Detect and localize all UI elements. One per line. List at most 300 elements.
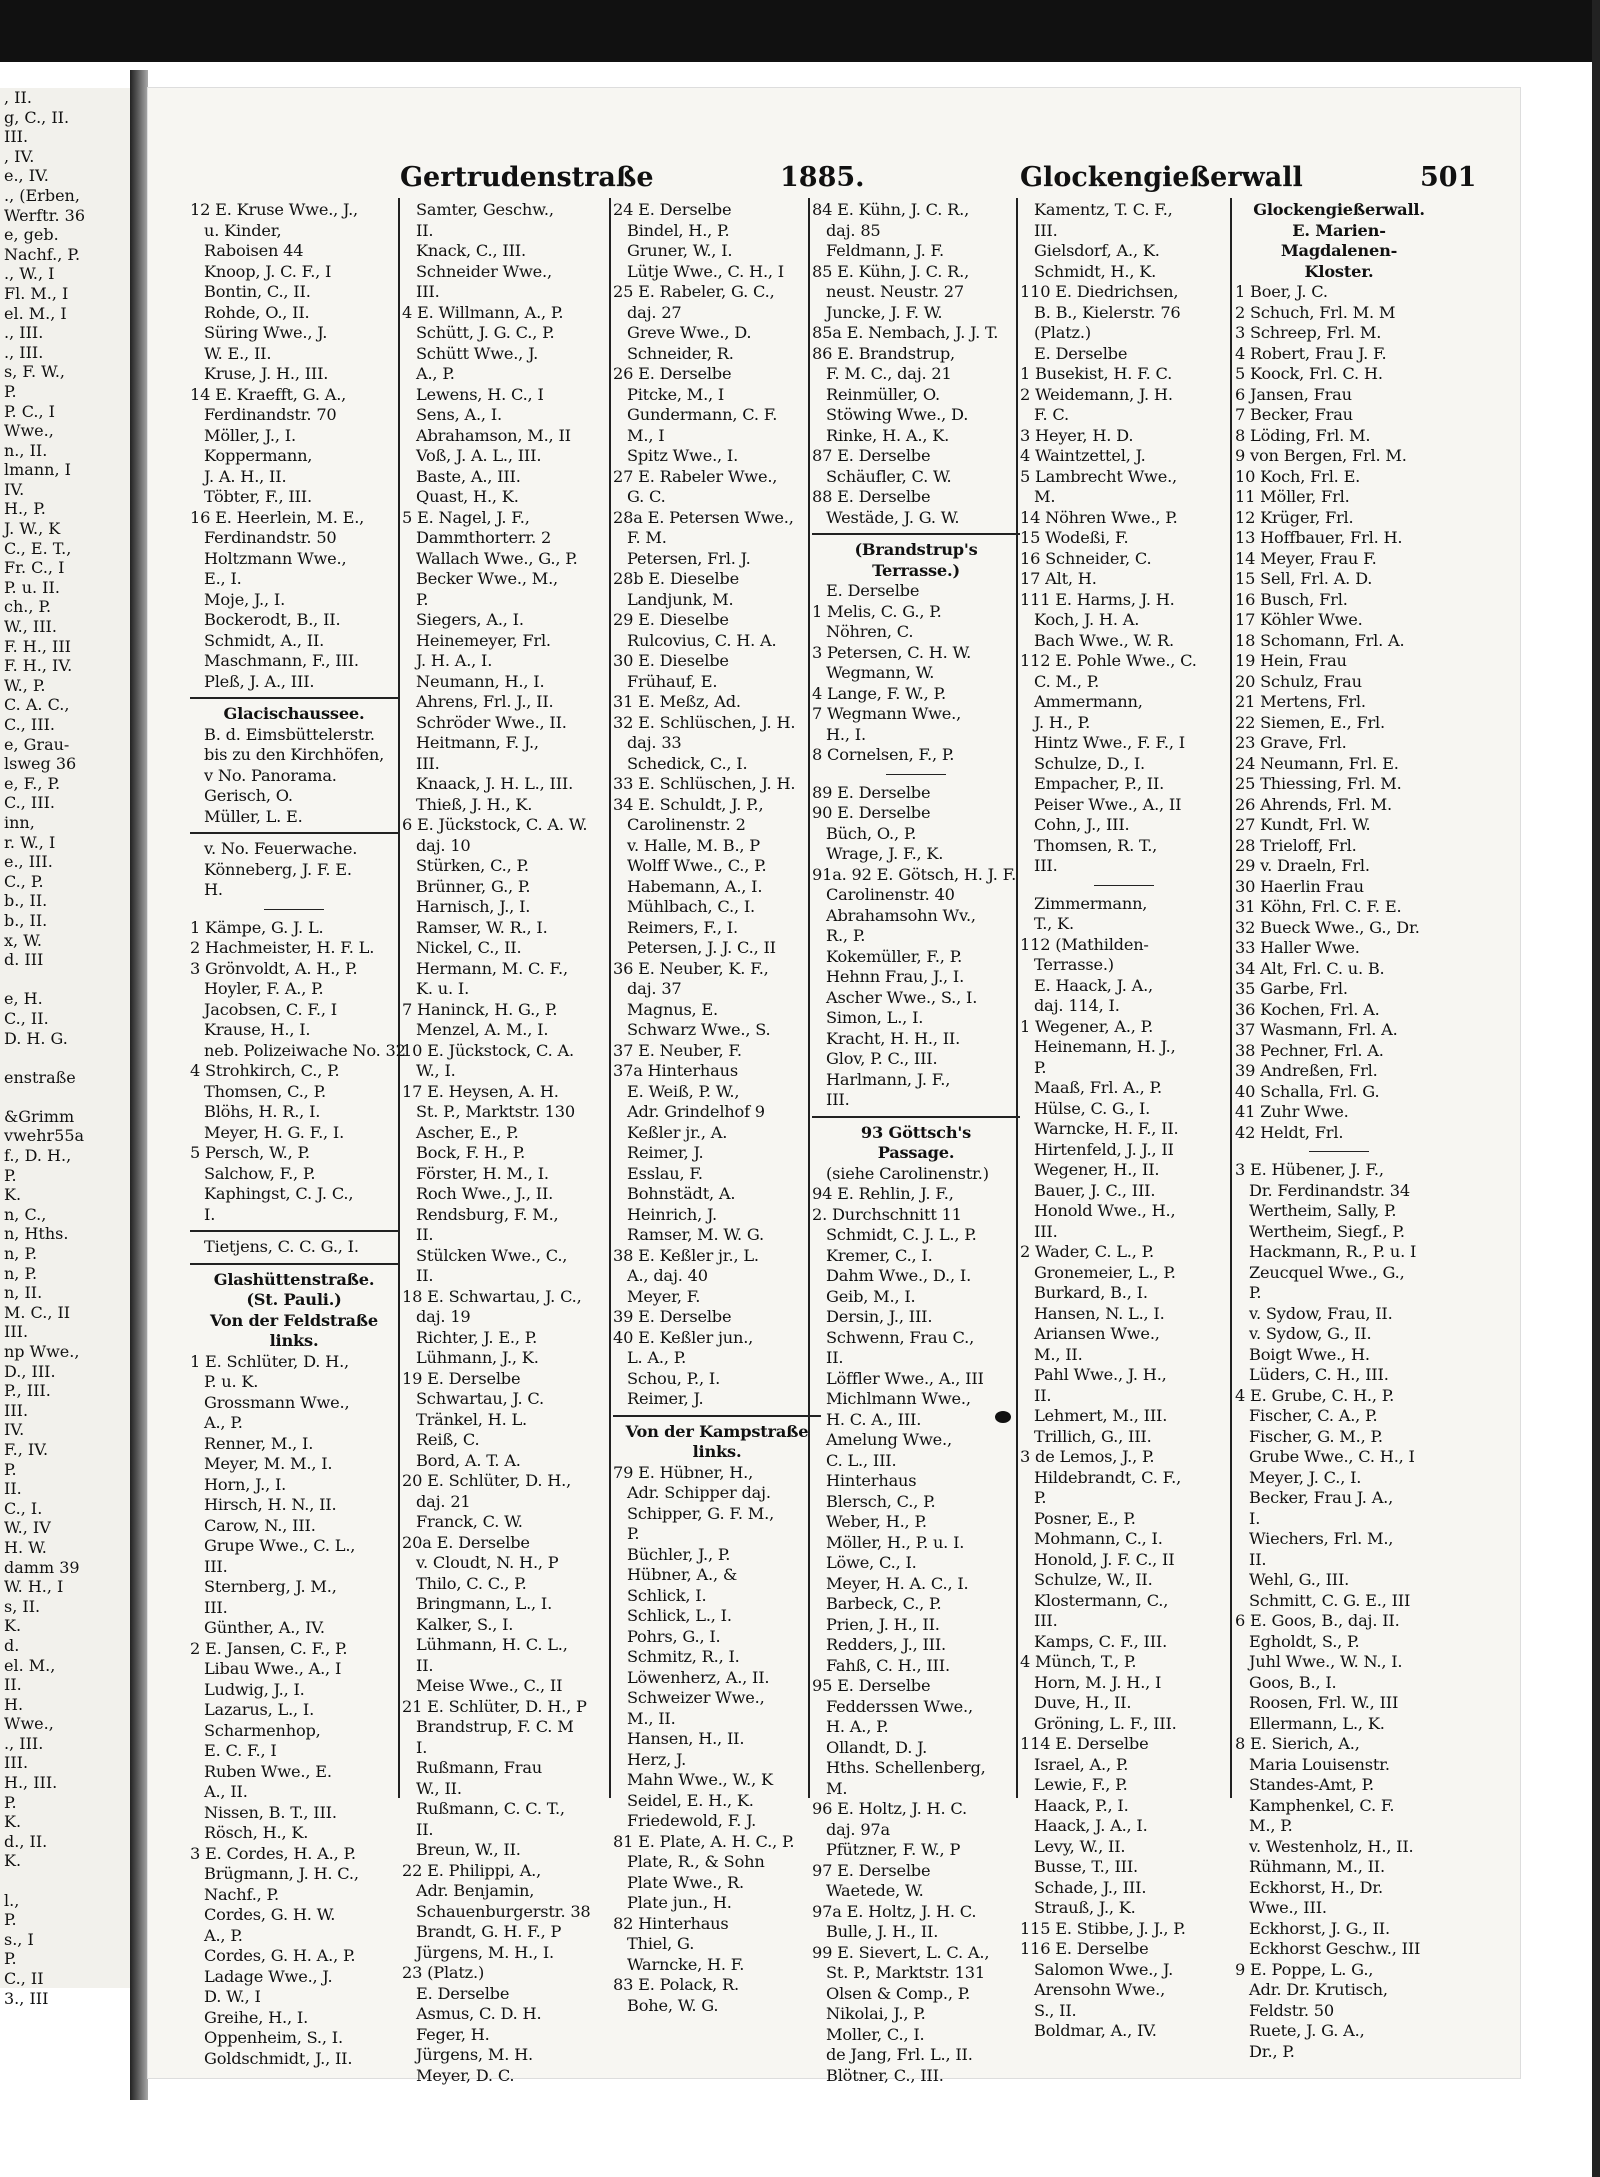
directory-entry: 5 Persch, W., P.: [190, 1143, 310, 1162]
directory-entry: III.: [1034, 856, 1058, 875]
directory-entry: Schwenn, Frau C.,: [826, 1327, 975, 1347]
section-heading: Magdalenen-: [1280, 241, 1398, 260]
left-page-line: e., IV.: [4, 166, 49, 186]
directory-entry: Jürgens, M. H.: [416, 2045, 533, 2064]
directory-entry: 32 Bueck Wwe., G., Dr.: [1235, 917, 1420, 937]
directory-entry: 3 Petersen, C. H. W.: [812, 642, 972, 662]
directory-entry: F. C.: [1034, 405, 1069, 424]
directory-entry: daj. 85: [826, 220, 881, 240]
left-page-line: s, II.: [4, 1596, 41, 1616]
directory-entry: II.: [416, 220, 434, 240]
left-page-line: np Wwe.,: [4, 1342, 80, 1361]
directory-entry: Weber, H., P.: [826, 1512, 927, 1531]
section-heading: links.: [692, 1442, 742, 1461]
directory-entry: 3 Heyer, H. D.: [1020, 425, 1134, 445]
directory-entry: 20a E. Derselbe: [402, 1532, 530, 1552]
directory-entry: Standes-Amt, P.: [1249, 1775, 1374, 1794]
directory-entry: Reimer, J.: [627, 1143, 704, 1162]
directory-entry: 38 Pechner, Frl. A.: [1235, 1040, 1384, 1060]
directory-entry: 29 v. Draeln, Frl.: [1235, 856, 1370, 875]
directory-entry: Eckhorst, J. G., II.: [1249, 1918, 1390, 1938]
directory-entry: Stürken, C., P.: [416, 856, 529, 875]
directory-entry: Abrahamsohn Wv.,: [826, 905, 976, 925]
directory-entry: 2 Wader, C. L., P.: [1020, 1242, 1154, 1261]
directory-entry: Jacobsen, C. F., I: [204, 999, 337, 1019]
left-page-line: s., I: [4, 1929, 34, 1949]
left-page-line: n, P.: [4, 1263, 38, 1283]
directory-entry: Rühmann, M., II.: [1249, 1857, 1385, 1876]
directory-entry: Pohrs, G., I.: [627, 1626, 721, 1646]
directory-entry: Schade, J., III.: [1034, 1877, 1147, 1897]
directory-entry: daj. 33: [627, 733, 682, 752]
directory-entry: Bockerodt, B., II.: [204, 610, 341, 629]
directory-entry: Plate, R., & Sohn: [627, 1852, 765, 1871]
directory-entry: 10 E. Jückstock, C. A.: [402, 1040, 574, 1060]
directory-entry: 3 E. Hübener, J. F.,: [1235, 1160, 1384, 1179]
directory-entry: 12 Krüger, Frl.: [1235, 507, 1354, 527]
directory-entry: Meyer, J. C., I.: [1249, 1467, 1362, 1487]
directory-entry: 22 Siemen, E., Frl.: [1235, 712, 1385, 732]
directory-entry: L. A., P.: [627, 1348, 687, 1367]
left-page-line: s, F. W.,: [4, 362, 65, 382]
directory-entry: III.: [416, 282, 440, 301]
directory-entry: 99 E. Sievert, L. C. A.,: [812, 1942, 990, 1962]
directory-entry: Lehmert, M., III.: [1034, 1406, 1168, 1425]
section-rule: [190, 697, 398, 699]
directory-entry: Warncke, H. F., II.: [1034, 1119, 1179, 1138]
directory-entry: E. C. F., I: [204, 1741, 277, 1760]
section-separator: [264, 909, 324, 910]
directory-entry: Boldmar, A., IV.: [1034, 2021, 1157, 2040]
directory-entry: III.: [204, 1556, 228, 1576]
directory-entry: Esslau, F.: [627, 1163, 703, 1183]
directory-entry: II.: [416, 1266, 434, 1285]
directory-entry: 5 E. Nagel, J. F.,: [402, 507, 530, 527]
left-page-line: e, F., P.: [4, 773, 61, 793]
directory-entry: 2 Weidemann, J. H.: [1020, 384, 1173, 404]
directory-entry: III.: [826, 1090, 850, 1109]
directory-entry: Becker, Frau J. A.,: [1249, 1488, 1394, 1507]
directory-entry: Ramser, W. R., I.: [416, 917, 548, 937]
directory-entry: Harnisch, J., I.: [416, 897, 531, 916]
left-page-line: P.: [4, 1459, 17, 1479]
directory-entry: 14 Nöhren Wwe., P.: [1020, 507, 1178, 527]
directory-entry: Roosen, Frl. W., III: [1249, 1693, 1399, 1712]
directory-entry: Oppenheim, S., I.: [204, 2028, 343, 2047]
directory-entry: Goos, B., I.: [1249, 1672, 1337, 1692]
directory-entry: Tränkel, H. L.: [416, 1409, 527, 1429]
directory-entry: Rendsburg, F. M.,: [416, 1204, 559, 1224]
directory-entry: Raboisen 44: [204, 241, 304, 260]
directory-entry: 3 Grönvoldt, A. H., P.: [190, 958, 358, 978]
directory-entry: Meyer, H. A. C., I.: [826, 1573, 969, 1593]
directory-entry: Thomsen, R. T.,: [1034, 835, 1158, 855]
header-street-left: Gertrudenstraße: [400, 162, 654, 193]
directory-entry: III.: [416, 753, 440, 773]
directory-entry: Schmitz, R., I.: [627, 1647, 740, 1666]
directory-entry: Warncke, H. F.: [627, 1954, 745, 1974]
left-page-line: P. u. II.: [4, 577, 60, 597]
directory-entry: daj. 21: [416, 1491, 471, 1511]
directory-entry: 39 E. Derselbe: [613, 1307, 732, 1326]
directory-entry: Rinke, H. A., K.: [826, 425, 950, 445]
directory-entry: 15 Sell, Frl. A. D.: [1235, 569, 1373, 588]
directory-entry: Abrahamson, M., II: [416, 425, 571, 445]
directory-entry: P.: [1034, 1057, 1047, 1077]
directory-entry: A., II.: [204, 1782, 248, 1801]
directory-entry: Habemann, A., I.: [627, 876, 763, 896]
left-page-line: &Grimm: [4, 1106, 75, 1126]
left-page-line: lmann, I: [4, 460, 71, 480]
directory-entry: Juhl Wwe., W. N., I.: [1249, 1652, 1403, 1671]
directory-entry: Lewie, F., P.: [1034, 1775, 1128, 1794]
directory-entry: 111 E. Harms, J. H.: [1020, 589, 1175, 609]
directory-entry: 41 Zuhr Wwe.: [1235, 1102, 1349, 1121]
directory-entry: Richter, J. E., P.: [416, 1327, 538, 1347]
directory-entry: Koppermann,: [204, 446, 313, 465]
directory-entry: 90 E. Derselbe: [812, 803, 931, 822]
left-page-line: el. M.,: [4, 1655, 56, 1675]
directory-entry: Löffler Wwe., A., III: [826, 1368, 984, 1388]
directory-entry: Ladage Wwe., J.: [204, 1966, 333, 1986]
directory-entry: 84 E. Kühn, J. C. R.,: [812, 200, 970, 219]
directory-entry: Olsen & Comp., P.: [826, 1983, 971, 2003]
directory-entry: Haack, P., I.: [1034, 1795, 1129, 1815]
directory-entry: Ruben Wwe., E.: [204, 1761, 332, 1781]
directory-entry: Hinterhaus: [826, 1471, 917, 1490]
left-page-line: H.: [4, 1694, 24, 1714]
directory-entry: Ollandt, D. J.: [826, 1737, 928, 1757]
directory-entry: B. d. Eimsbüttelerstr.: [204, 724, 375, 744]
directory-entry: Eckhorst Geschw., III: [1249, 1939, 1421, 1958]
directory-entry: Bach Wwe., W. R.: [1034, 630, 1174, 650]
directory-entry: 4 E. Willmann, A., P.: [402, 302, 564, 322]
directory-column-4: [812, 200, 1020, 2085]
directory-entry: Bulle, J. H., II.: [826, 1922, 939, 1941]
directory-entry: II.: [826, 1348, 844, 1367]
directory-entry: 24 Neumann, Frl. E.: [1235, 753, 1399, 773]
section-heading: (St. Pauli.): [246, 1290, 342, 1309]
directory-entry: Cordes, G. H. W.: [204, 1905, 336, 1924]
directory-entry: Löwenherz, A., II.: [627, 1667, 770, 1687]
directory-entry: Pfützner, F. W., P: [826, 1840, 961, 1859]
directory-entry: 26 E. Derselbe: [613, 364, 732, 383]
directory-entry: C. M., P.: [1034, 671, 1100, 691]
directory-entry: Löwe, C., I.: [826, 1553, 917, 1572]
directory-entry: Müller, L. E.: [204, 806, 303, 826]
directory-entry: J. A. H., II.: [204, 466, 287, 486]
directory-entry: Büch, O., P.: [826, 823, 917, 843]
directory-entry: 16 Schneider, C.: [1020, 548, 1152, 568]
directory-entry: Hths. Schellenberg,: [826, 1758, 986, 1777]
directory-entry: Sternberg, J. M.,: [204, 1577, 337, 1596]
directory-entry: B. B., Kielerstr. 76: [1034, 302, 1181, 322]
directory-entry: Egholdt, S., P.: [1249, 1631, 1360, 1651]
directory-entry: Grossmann Wwe.,: [204, 1392, 350, 1412]
directory-entry: Nikolai, J., P.: [826, 2004, 926, 2023]
directory-entry: Ferdinandstr. 50: [204, 528, 337, 547]
directory-entry: Greihe, H., I.: [204, 2007, 309, 2027]
directory-entry: Gerisch, O.: [204, 786, 293, 805]
directory-entry: Gundermann, C. F.: [627, 405, 778, 424]
directory-entry: 3 Schreep, Frl. M.: [1235, 323, 1382, 342]
directory-entry: Knoop, J. C. F., I: [204, 261, 332, 281]
section-heading: Glacischaussee.: [223, 704, 365, 723]
directory-entry: Süring Wwe., J.: [204, 323, 328, 342]
directory-entry: 1 Kämpe, G. J. L.: [190, 917, 324, 937]
directory-entry: Busse, T., III.: [1034, 1857, 1138, 1876]
directory-entry: II.: [1249, 1549, 1267, 1569]
directory-entry: F. M. C., daj. 21: [826, 364, 952, 383]
directory-entry: 7 Wegmann Wwe.,: [812, 704, 962, 723]
directory-entry: Hehnn Frau, J., I.: [826, 967, 965, 986]
directory-entry: 87 E. Derselbe: [812, 446, 931, 465]
section-rule: [812, 533, 1020, 535]
directory-entry: E. Derselbe: [416, 1983, 510, 2003]
left-page-line: [0, 1048, 130, 1068]
directory-entry: 15 Wodeßi, F.: [1020, 528, 1129, 547]
directory-entry: Rulcovius, C. H. A.: [627, 630, 777, 650]
left-page-line: ., (Erben,: [4, 185, 80, 205]
directory-entry: Günther, A., IV.: [204, 1618, 325, 1637]
left-page-line: ., W., I: [4, 264, 55, 284]
directory-entry: 5 Koock, Frl. C. H.: [1235, 364, 1383, 383]
directory-entry: Nickel, C., II.: [416, 938, 522, 957]
directory-entry: Wolff Wwe., C., P.: [627, 856, 767, 875]
directory-entry: 116 E. Derselbe: [1020, 1939, 1149, 1958]
left-page-line: Fl. M., I: [4, 283, 69, 303]
directory-entry: Schäufler, C. W.: [826, 466, 952, 486]
directory-entry: 1 E. Schlüter, D. H.,: [190, 1351, 349, 1371]
directory-entry: Schedick, C., I.: [627, 753, 748, 773]
left-page-line: J. W., K: [4, 519, 61, 539]
directory-entry: 8 Cornelsen, F., P.: [812, 745, 955, 764]
section-rule: [190, 832, 398, 834]
directory-entry: Waetede, W.: [826, 1881, 924, 1900]
directory-entry: 20 E. Schlüter, D. H.,: [402, 1471, 572, 1490]
directory-entry: 6 Jansen, Frau: [1235, 384, 1352, 404]
left-page-line: Wwe.,: [4, 421, 54, 441]
section-heading: 93 Göttsch's: [860, 1122, 972, 1142]
left-page-line: F., IV.: [4, 1439, 49, 1459]
directory-entry: Töbter, F., III.: [204, 487, 312, 506]
left-page-line: [0, 1871, 130, 1891]
directory-entry: III.: [204, 1597, 228, 1617]
left-page-line: H., III.: [4, 1773, 58, 1793]
directory-entry: Peiser Wwe., A., II: [1034, 794, 1182, 814]
directory-entry: 17 Köhler Wwe.: [1235, 610, 1363, 629]
directory-entry: Schmidt, C. J. L., P.: [826, 1225, 977, 1244]
directory-entry: Kruse, J. H., III.: [204, 364, 329, 383]
directory-entry: Tietjens, C. C. G., I.: [204, 1237, 359, 1256]
left-page-line: b., II.: [4, 910, 48, 930]
directory-entry: Gronemeier, L., P.: [1034, 1262, 1176, 1282]
directory-entry: 6 E. Jückstock, C. A. W.: [402, 815, 588, 834]
directory-entry: Breun, W., II.: [416, 1840, 521, 1859]
scanner-frame-right: [1592, 0, 1600, 2177]
directory-entry: Landjunk, M.: [627, 589, 734, 609]
directory-entry: Schwarz Wwe., S.: [627, 1020, 771, 1039]
directory-entry: 11 Möller, Frl.: [1235, 487, 1350, 506]
directory-entry: Israel, A., P.: [1034, 1754, 1129, 1774]
left-page-line: ., III.: [4, 1733, 44, 1753]
directory-entry: Wrage, J. F., K.: [826, 844, 944, 863]
directory-entry: Wegener, H., II.: [1034, 1160, 1160, 1179]
left-page-line: M. C., II: [4, 1302, 71, 1322]
section-heading: Von der Feldstraße: [209, 1310, 379, 1330]
directory-entry: 16 E. Heerlein, M. E.,: [190, 507, 365, 527]
directory-entry: Adr. Schipper daj.: [627, 1483, 771, 1502]
directory-entry: 34 Alt, Frl. C. u. B.: [1235, 958, 1385, 978]
directory-entry: 114 E. Derselbe: [1020, 1734, 1149, 1753]
directory-entry: 4 Münch, T., P.: [1020, 1652, 1137, 1671]
directory-entry: E. Weiß, P. W.,: [627, 1081, 740, 1101]
section-heading: Glockengießerwall.: [1253, 200, 1425, 219]
directory-entry: E. Derselbe: [826, 581, 920, 600]
directory-entry: Fischer, C. A., P.: [1249, 1406, 1378, 1425]
directory-entry: Schulze, D., I.: [1034, 753, 1145, 773]
directory-entry: 112 E. Pohle Wwe., C.: [1020, 651, 1197, 670]
directory-entry: T., K.: [1034, 914, 1074, 933]
directory-entry: Goldschmidt, J., II.: [204, 2048, 353, 2068]
directory-entry: 8 Löding, Frl. M.: [1235, 425, 1371, 445]
directory-entry: 24 E. Derselbe: [613, 200, 732, 219]
left-page-line: III.: [4, 1322, 29, 1342]
left-page-line: C., III.: [4, 793, 55, 813]
directory-entry: III.: [1034, 1611, 1058, 1630]
section-heading: Von der Kampstraße: [625, 1421, 809, 1441]
directory-entry: Simon, L., I.: [826, 1008, 924, 1027]
directory-entry: 37 Wasmann, Frl. A.: [1235, 1020, 1398, 1039]
directory-entry: Holtzmann Wwe.,: [204, 548, 347, 568]
directory-entry: Friedewold, F. J.: [627, 1811, 757, 1830]
directory-entry: Thiel, G.: [627, 1934, 695, 1953]
directory-entry: Bohnstädt, A.: [627, 1184, 736, 1203]
directory-entry: 28a E. Petersen Wwe.,: [613, 507, 794, 527]
directory-entry: Arensohn Wwe.,: [1034, 1980, 1166, 1999]
directory-entry: daj. 114, I.: [1034, 996, 1120, 1015]
section-rule: [812, 1116, 1020, 1118]
directory-entry: Dahm Wwe., D., I.: [826, 1266, 972, 1285]
directory-entry: Lazarus, L., I.: [204, 1700, 315, 1719]
directory-entry: Hoyler, F. A., P.: [204, 979, 324, 998]
directory-entry: Samter, Geschw.,: [416, 200, 554, 219]
left-page-line: d.: [4, 1635, 20, 1655]
left-page-line: IV.: [4, 1420, 25, 1440]
directory-entry: A., P.: [204, 1925, 243, 1945]
directory-entry: Carolinenstr. 2: [627, 815, 746, 834]
directory-entry: I.: [204, 1204, 216, 1224]
directory-entry: Thomsen, C., P.: [204, 1081, 326, 1101]
directory-entry: Wwe., III.: [1249, 1898, 1327, 1917]
directory-entry: Strauß, J., K.: [1034, 1898, 1136, 1917]
directory-entry: Pahl Wwe., J. H.,: [1034, 1365, 1167, 1384]
directory-entry: I.: [1249, 1508, 1261, 1528]
directory-column-1: [190, 200, 406, 2068]
section-separator: [886, 774, 946, 775]
directory-entry: daj. 27: [627, 302, 682, 322]
left-page-line: e, Grau-: [4, 734, 70, 754]
left-page-line: III.: [4, 127, 29, 147]
directory-entry: v. Cloudt, N. H., P: [416, 1553, 559, 1572]
directory-entry: 22 E. Philippi, A.,: [402, 1860, 542, 1880]
directory-entry: neust. Neustr. 27: [826, 282, 964, 301]
header-street-right: Glockengießerwall: [1020, 162, 1303, 193]
left-page-line: , II.: [4, 88, 32, 107]
directory-entry: Ludwig, J., I.: [204, 1679, 305, 1699]
directory-entry: 97a E. Holtz, J. H. C.: [812, 1901, 977, 1921]
left-page-line: H., P.: [4, 499, 46, 519]
directory-column-5: [1020, 200, 1228, 2040]
directory-entry: Brügmann, J. H. C.,: [204, 1864, 359, 1883]
directory-entry: Bauer, J. C., III.: [1034, 1180, 1156, 1200]
directory-entry: M., II.: [627, 1708, 676, 1728]
directory-entry: 31 E. Meßz, Ad.: [613, 692, 741, 711]
directory-entry: M., P.: [1249, 1816, 1293, 1835]
left-page-line: f., D. H.,: [4, 1146, 72, 1166]
directory-entry: St. P., Marktstr. 131: [826, 1963, 985, 1982]
column-divider: [398, 198, 400, 1798]
directory-entry: 79 E. Hübner, H.,: [613, 1462, 754, 1482]
directory-entry: Bohe, W. G.: [627, 1995, 719, 2015]
directory-entry: 88 E. Derselbe: [812, 487, 931, 506]
directory-entry: 4 Lange, F. W., P.: [812, 683, 946, 703]
directory-entry: Amelung Wwe.,: [826, 1430, 952, 1449]
directory-entry: 17 Alt, H.: [1020, 569, 1097, 588]
directory-entry: A., daj. 40: [627, 1266, 708, 1285]
directory-entry: Frühauf, E.: [627, 671, 718, 691]
directory-entry: 30 Haerlin Frau: [1235, 876, 1364, 896]
directory-entry: Nissen, B. T., III.: [204, 1802, 337, 1822]
directory-entry: Greve Wwe., D.: [627, 323, 752, 342]
directory-entry: daj. 19: [416, 1307, 471, 1326]
left-page-line: [0, 970, 130, 990]
directory-entry: Fedderssen Wwe.,: [826, 1696, 973, 1716]
directory-entry: Schmidt, A., II.: [204, 630, 325, 650]
left-page-line: ., III.: [4, 342, 44, 362]
left-page-line: C., III.: [4, 715, 55, 734]
directory-entry: 82 Hinterhaus: [613, 1913, 729, 1933]
directory-entry: Salchow, F., P.: [204, 1163, 316, 1183]
directory-entry: Baste, A., III.: [416, 466, 521, 486]
directory-entry: Schweizer Wwe.,: [627, 1688, 765, 1707]
directory-entry: Schmitt, C. G. E., III: [1249, 1590, 1411, 1610]
left-page-line: P. C., I: [4, 401, 55, 421]
directory-entry: Wallach Wwe., G., P.: [416, 548, 578, 568]
directory-entry: Haack, J. A., I.: [1034, 1816, 1148, 1835]
directory-entry: Plate Wwe., R.: [627, 1872, 744, 1892]
directory-entry: Asmus, C. D. H.: [416, 2004, 542, 2023]
left-page-line: K.: [4, 1616, 22, 1636]
directory-entry: Rösch, H., K.: [204, 1823, 309, 1842]
directory-entry: 36 E. Neuber, K. F.,: [613, 958, 769, 978]
directory-column-6: [1235, 200, 1443, 2061]
directory-entry: 7 Haninck, H. G., P.: [402, 999, 558, 1019]
directory-entry: daj. 37: [627, 979, 682, 998]
directory-entry: 14 E. Kraefft, G. A.,: [190, 384, 347, 404]
directory-entry: Kaphingst, C. J. C.,: [204, 1184, 354, 1203]
left-page-line: e., III.: [4, 852, 53, 872]
directory-entry: 96 E. Holtz, J. H. C.: [812, 1799, 967, 1818]
directory-entry: Petersen, Frl. J.: [627, 548, 751, 568]
directory-entry: Feldstr. 50: [1249, 2000, 1334, 2020]
left-page-line: [0, 1087, 130, 1107]
directory-entry: 40 E. Keßler jun.,: [613, 1327, 754, 1347]
left-page-line: C., II: [4, 1969, 44, 1988]
directory-entry: II.: [416, 1655, 434, 1675]
left-page-line: C., I.: [4, 1498, 43, 1518]
directory-entry: Mühlbach, C., I.: [627, 897, 755, 916]
